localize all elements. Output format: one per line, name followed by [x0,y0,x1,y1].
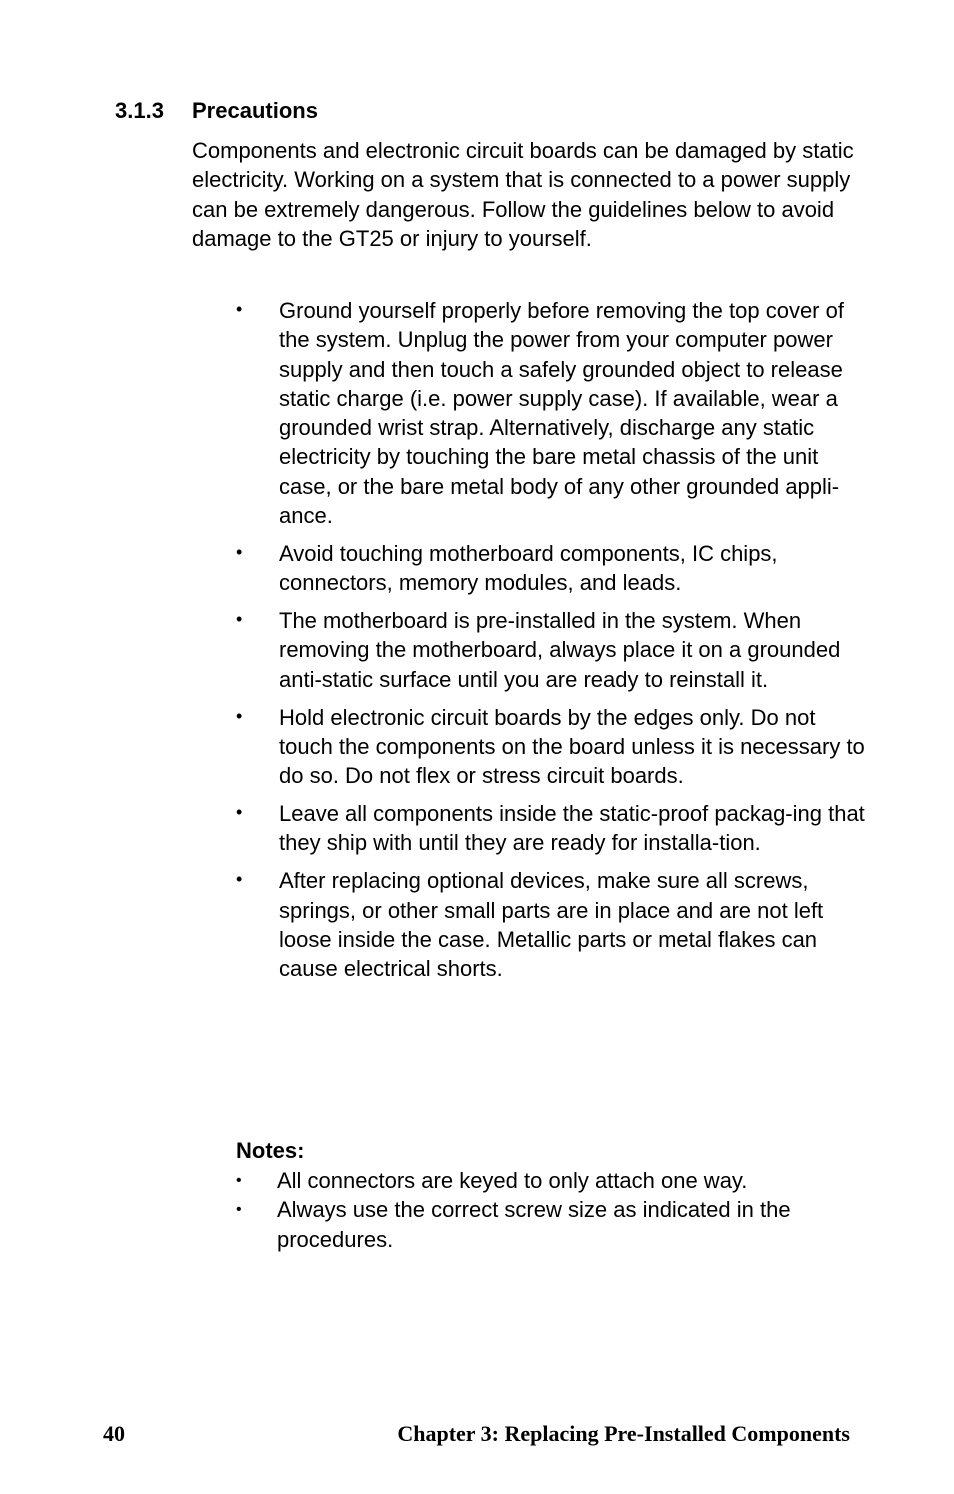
page-number: 40 [103,1421,125,1446]
bullet-icon: • [236,802,243,823]
section-heading [115,97,318,125]
section-title: Precautions [192,98,318,123]
list-item [236,606,866,694]
notes-list [236,1166,866,1254]
section-number: 3.1.3 [115,98,164,123]
precautions-list [236,296,866,992]
note-item [236,1166,866,1195]
bullet-icon: • [236,1172,242,1189]
bullet-icon: • [236,609,243,630]
list-item-text: Ground yourself properly before removing the top cover of the system. Unplug the power from your computer power supply and then touch a safely grounded object to release static charge (i.e. power supply case). If available, wear a grounded wrist strap. Alternatively, discharge any static electricity by touching the bare metal chassis of the unit case, or the bare metal body of any other grounded appli-ance. [279,298,844,529]
bullet-icon: • [236,299,243,319]
chapter-title: Chapter 3: Replacing Pre-Installed Components [397,1421,850,1446]
list-item-text: After replacing optional devices, make sure all screws, springs, or other small parts are in place and are not left loose inside the case. Metallic parts or metal flakes can cause electrical shorts. [279,868,824,982]
list-item-text: Avoid touching motherboard components, IC chips, connectors, memory modules, and leads. [279,540,778,596]
bullet-icon: • [236,705,243,726]
list-item-text: The motherboard is pre-installed in the system. When removing the motherboard, always place it on a grounded anti-static surface until you are ready to reinstall it. [279,608,841,692]
note-item [236,1195,866,1254]
list-item-text: Leave all components inside the static-proof packag-ing that they ship with until they are ready for installa-tion. [279,801,865,856]
bullet-icon: • [236,1201,242,1219]
list-item [236,539,866,598]
list-item-text: Hold electronic circuit boards by the edges only. Do not touch the components on the board unless it is necessary to do so. Do not flex or stress circuit boards. [279,704,865,789]
list-item [236,799,866,858]
note-item-text: All connectors are keyed to only attach one way. [277,1168,748,1193]
note-item-text: Always use the correct screw size as indicated in the procedures. [277,1197,791,1252]
bullet-icon: • [236,869,243,890]
list-item [236,703,866,791]
notes-title: Notes: [236,1138,305,1163]
intro-paragraph: Components and electronic circuit boards can be damaged by static electricity. Working on a system that is connected to a power supply can be extremely dangerous. Follow the guidelines below to avoid damage to the GT25 or injury to yourself. [192,138,854,251]
list-item [236,866,866,983]
bullet-icon: • [236,541,243,562]
list-item [236,296,866,530]
